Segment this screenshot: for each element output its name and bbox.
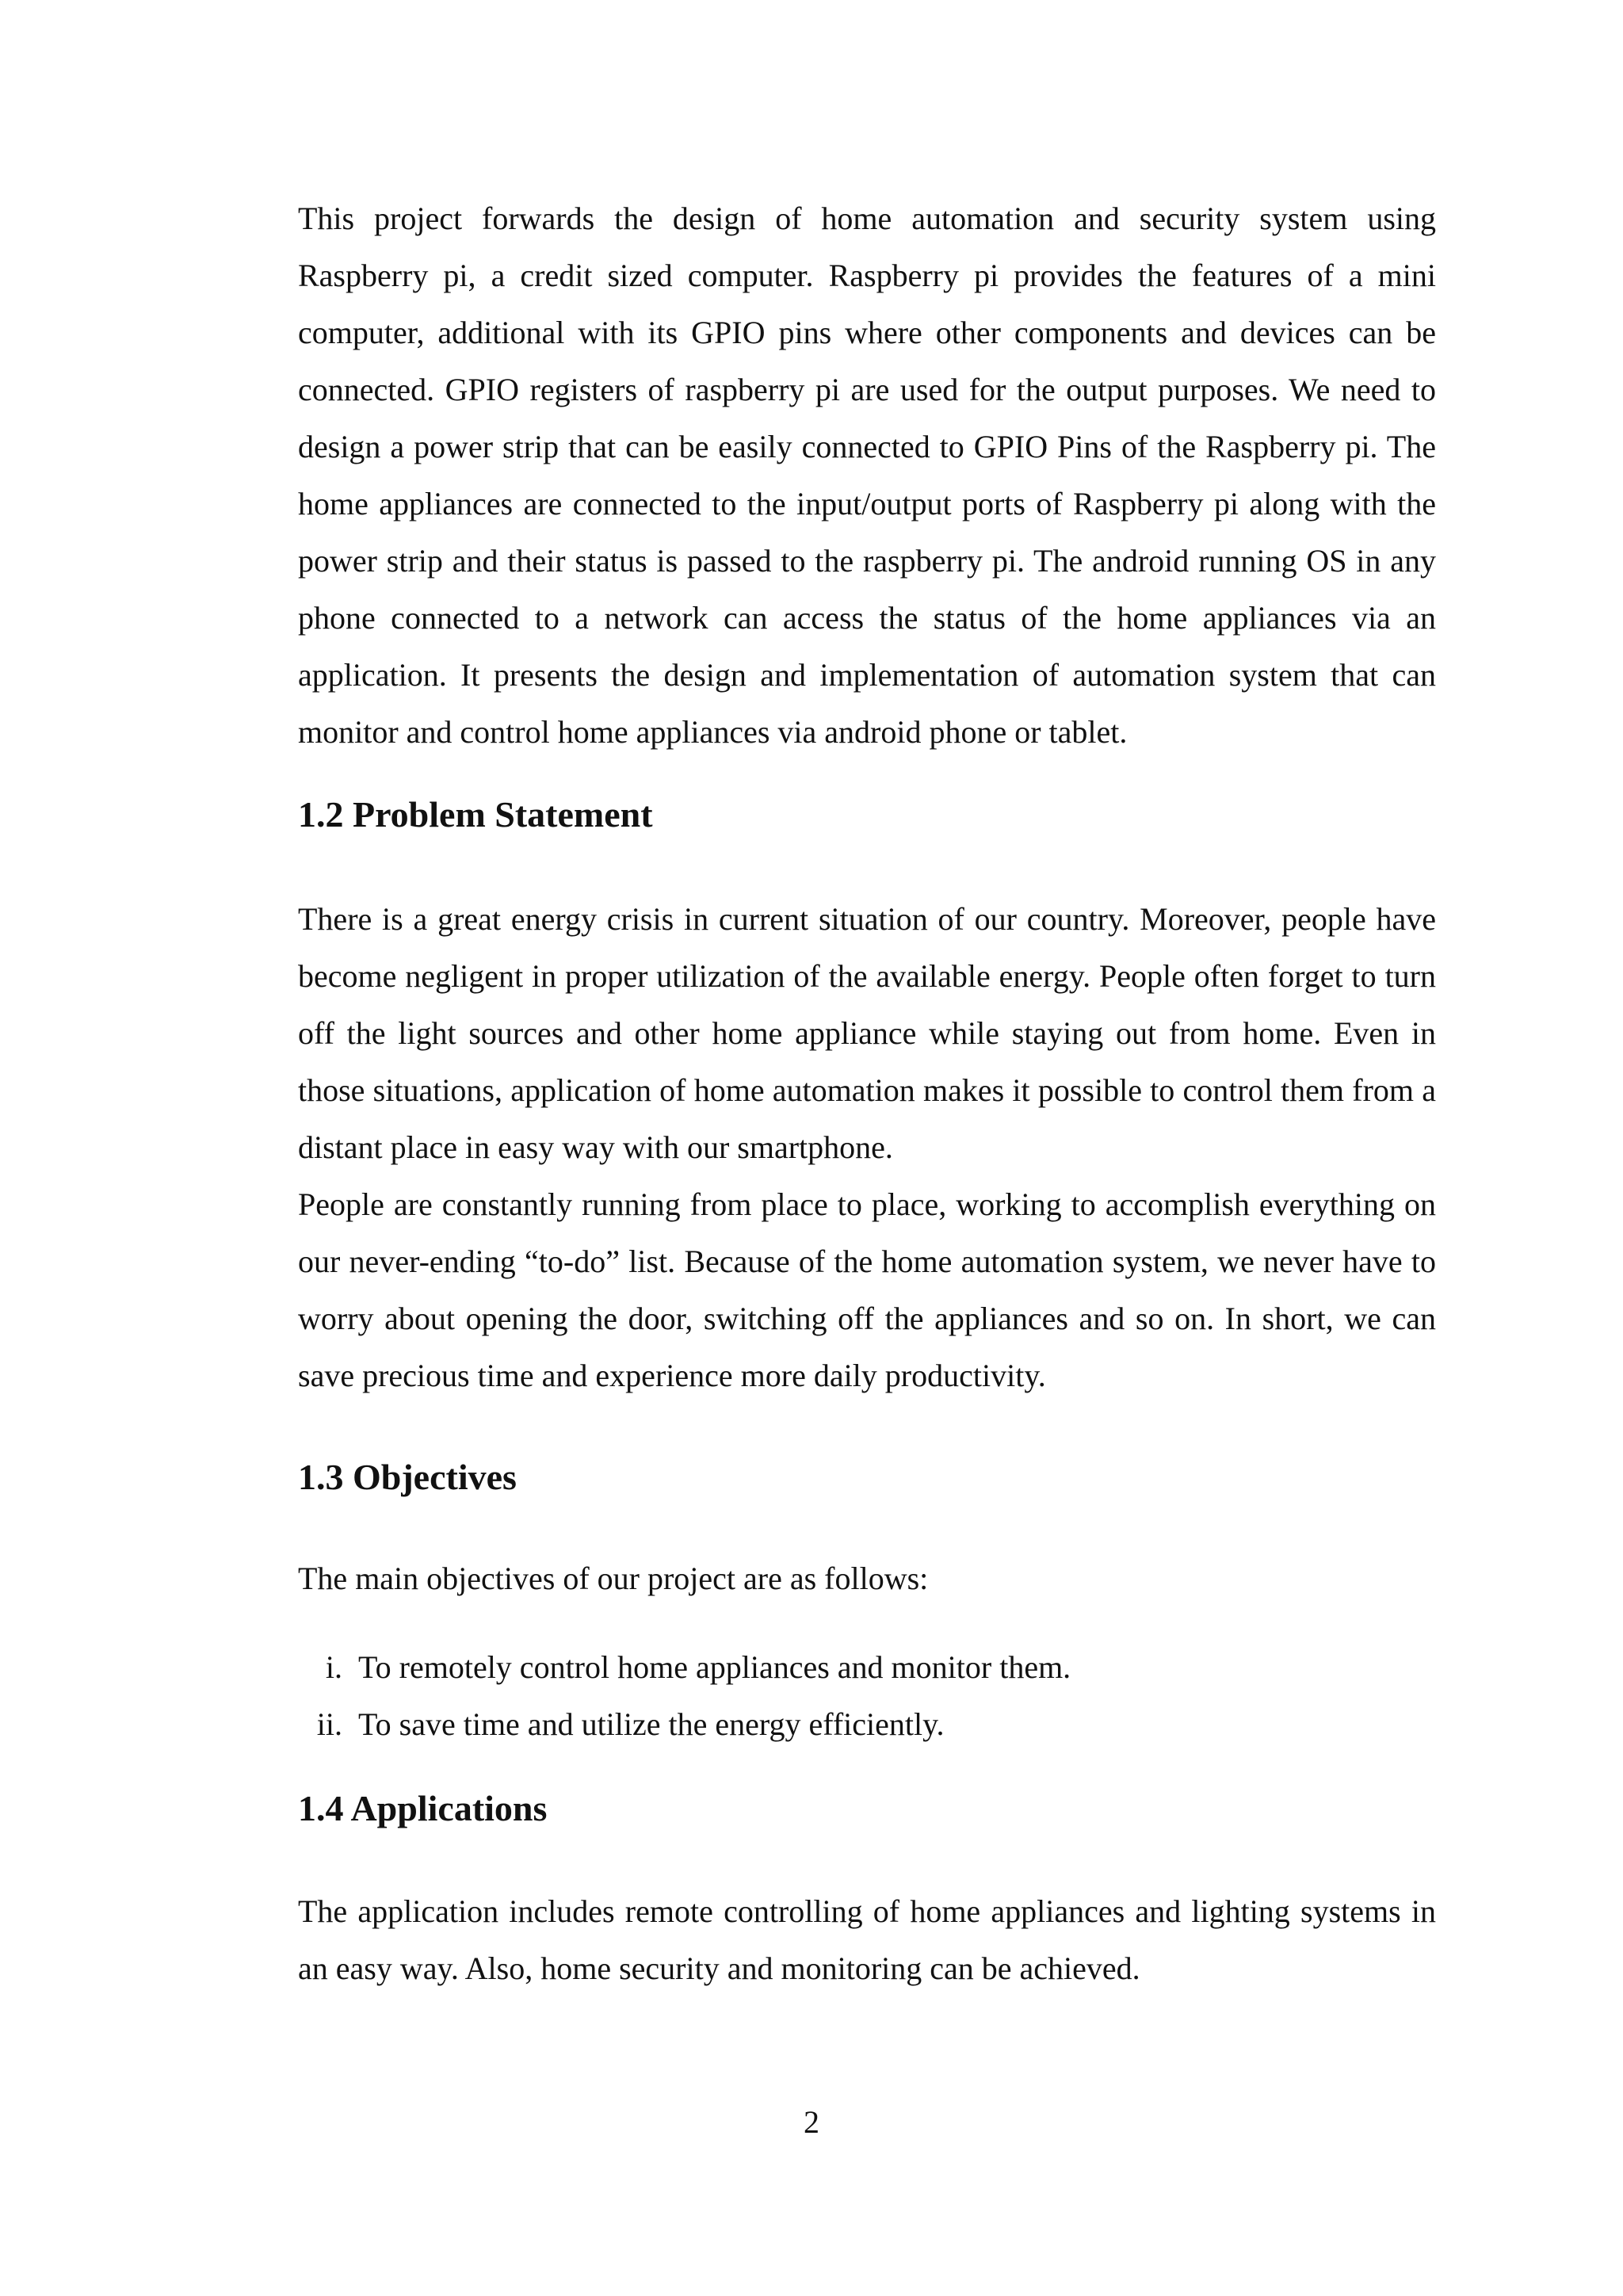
problem-statement-paragraph-2: People are constantly running from place to place, working to accomplish everything on our never-ending “to-do” list. Because of the home automation system, we never have to worry about opening the door, switching off the appliances and so on. In short, we can save precious time and experience more daily productivity. — [298, 1186, 1436, 1393]
objectives-intro: The main objectives of our project are as follows: — [298, 1561, 929, 1596]
document-page — [298, 190, 1436, 1997]
list-item-marker: i. — [325, 1649, 342, 1685]
list-item-text: To remotely control home appliances and monitor them. — [358, 1649, 1071, 1685]
objectives-heading: 1.3 Objectives — [298, 1457, 517, 1497]
problem-statement-paragraph-1: There is a great energy crisis in current situation of our country. Moreover, people have become negligent in proper utilization of the available energy. People often forget to turn off the light sources and other home appliance while staying out from home. Even in those situations, application of home automation makes it possible to control them from a distant place in easy way with our smartphone. — [298, 901, 1436, 1165]
intro-paragraph: This project forwards the design of home automation and security system using Raspberry pi, a credit sized computer. Raspberry pi provides the features of a mini computer, additional with its GPIO pins where other components and devices can be connected. GPIO registers of raspberry pi are used for the output purposes. We need to design a power strip that can be easily connected to GPIO Pins of the Raspberry pi. The home appliances are connected to the input/output ports of Raspberry pi along with the power strip and their status is passed to the raspberry pi. The android running OS in any phone connected to a network can access the status of the home appliances via an application. It presents the design and implementation of automation system that can monitor and control home appliances via android phone or tablet. — [298, 201, 1436, 750]
list-item — [298, 1639, 1436, 1696]
list-item-text: To save time and utilize the energy efficiently. — [358, 1706, 945, 1742]
applications-heading: 1.4 Applications — [298, 1788, 548, 1828]
objectives-list — [298, 1639, 1436, 1753]
applications-paragraph: The application includes remote controlling of home appliances and lighting systems in an easy way. Also, home security and monitoring can be achieved. — [298, 1893, 1436, 1986]
list-item — [298, 1696, 1436, 1753]
list-item-marker: ii. — [316, 1706, 342, 1742]
page-number: 2 — [804, 2104, 819, 2140]
problem-statement-heading: 1.2 Problem Statement — [298, 794, 653, 835]
